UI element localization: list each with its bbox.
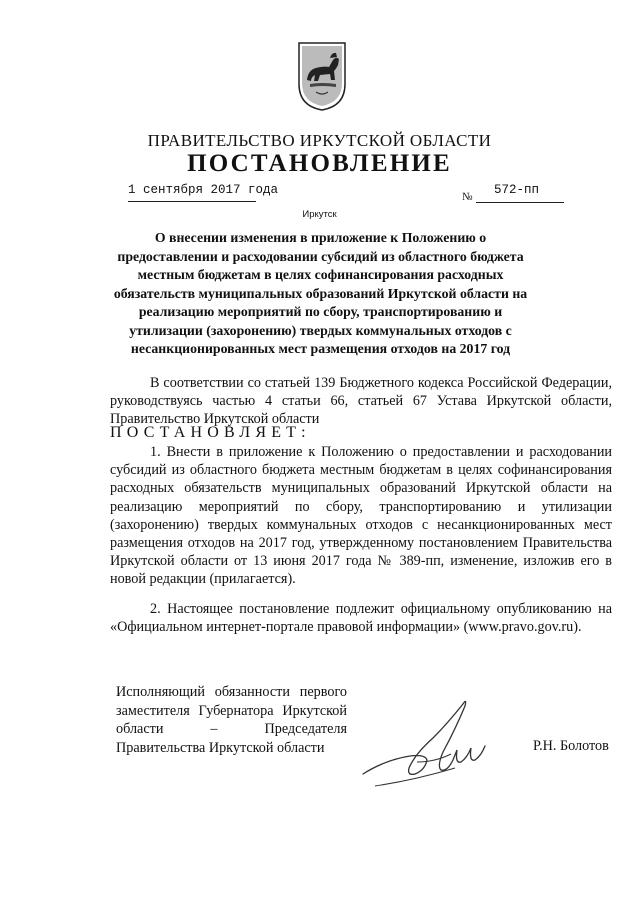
signatory-position: Исполняющий обязанности первого заместителя Губернатора Иркутской области – Председателя Правительства Иркутской области (116, 684, 347, 756)
document-number: 572-пп (494, 183, 540, 197)
signatory-name: Р.Н. Болотов (533, 738, 609, 754)
coat-of-arms-icon (296, 40, 348, 112)
preamble-paragraph: В соответствии со статьей 139 Бюджетного кодекса Российской Федерации, руководствуясь частью 4 статьи 66, статьей 67 Устава Иркутской области, Правительство Иркутской области (110, 375, 612, 428)
item-1-paragraph: 1. Внести в приложение к Положению о предоставлении и расходовании субсидий из областного бюджета местным бюджетам в целях софинансирования расходных обязательств муниципальных образований Иркутской области на реализацию мероприятий по сбору, транспортированию и утилизации (захоронению) твердых коммунальных отходов с несанкционированных мест размещения отходов на 2017 год, утвержденному постановлением Правительства Иркутской области от 13 июня 2017 года № 389-пп, изменение, изложив его в новой редакции (прилагается). (110, 444, 612, 588)
document-date: 1 сентября 2017 года (128, 183, 279, 197)
date-underline (128, 201, 256, 202)
number-sign: № (462, 191, 473, 203)
document-title: О внесении изменения в приложение к Положению о предоставлении и расходовании субсидий из областного бюджета местным бюджетам в целях софинансирования расходных обязательств муниципальных образований Иркутской области на реализацию мероприятий по сбору, транспортированию и утилизации (захоронению) твердых коммунальных отходов с несанкционированных мест размещения отходов на 2017 год (113, 230, 528, 356)
government-name: ПРАВИТЕЛЬСТВО ИРКУТСКОЙ ОБЛАСТИ (147, 131, 492, 150)
number-underline (476, 202, 564, 203)
city: Иркутск (302, 209, 337, 220)
decree-word: ПОСТАНОВЛЯЕТ: (110, 424, 311, 441)
handwritten-signature (355, 690, 495, 800)
document-type: ПОСТАНОВЛЕНИЕ (187, 150, 452, 177)
item-2-paragraph: 2. Настоящее постановление подлежит официальному опубликованию на «Официальном интернет-портале правовой информации» (www.pravo.gov.ru). (110, 601, 612, 636)
